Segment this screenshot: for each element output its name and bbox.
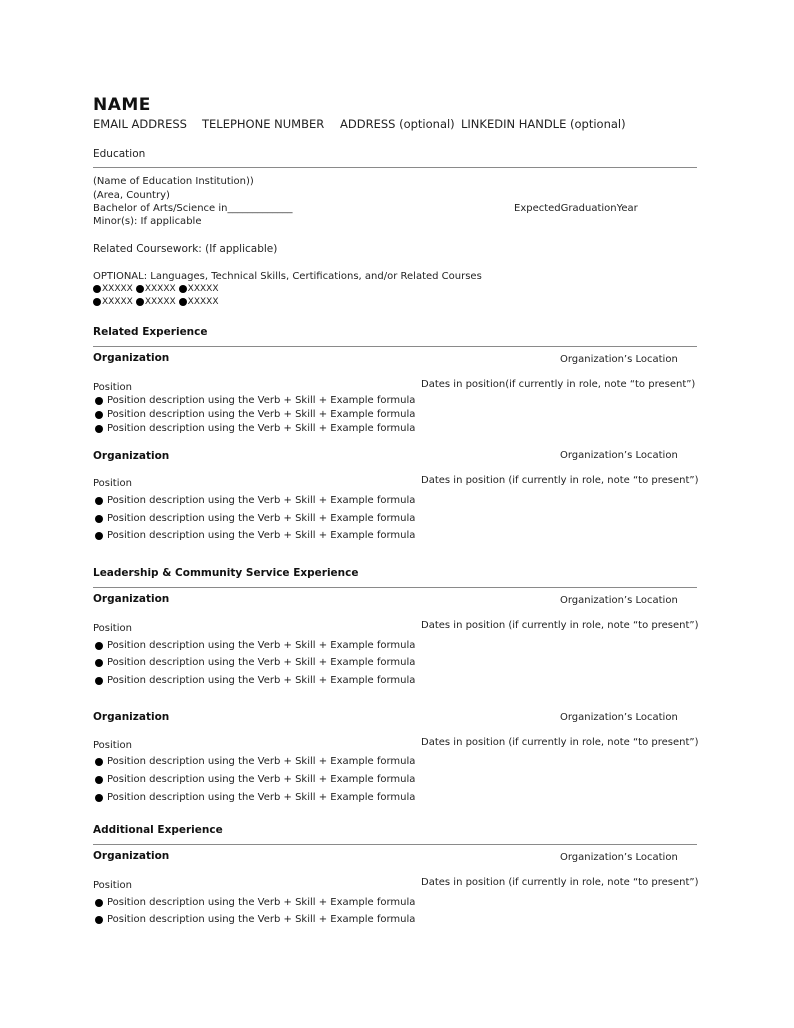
position: Position (93, 623, 132, 634)
organization: Organization (93, 593, 170, 605)
graduation-year: ExpectedGraduationYear (514, 203, 638, 214)
related-divider (93, 346, 697, 347)
list-item: Position description using the Verb + Skill + Example formula (95, 914, 415, 925)
optional-skills-label: OPTIONAL: Languages, Technical Skills, Certifications, and/or Related Courses (93, 271, 482, 282)
skill-item: XXXXX (93, 297, 133, 307)
position-dates: Dates in position (if currently in role, note “to present”) (421, 475, 699, 486)
position-dates: Dates in position(if currently in role, note “to present”) (421, 379, 696, 390)
position-dates: Dates in position (if currently in role, note “to present”) (421, 877, 699, 888)
list-item: Position description using the Verb + Skill + Example formula (95, 409, 415, 420)
bullet-icon (95, 659, 103, 667)
list-item: Position description using the Verb + Skill + Example formula (95, 513, 415, 524)
skill-item: XXXXX (179, 284, 219, 294)
bullet-icon (95, 677, 103, 685)
skills-row (93, 284, 221, 294)
email-address: EMAIL ADDRESS (93, 117, 187, 131)
bullet-icon (95, 497, 103, 505)
skill-item: XXXXX (93, 284, 133, 294)
education-heading: Education (93, 148, 146, 160)
bullet-icon (93, 285, 101, 293)
bullet-icon (95, 397, 103, 405)
position: Position (93, 740, 132, 751)
bullet-icon (95, 425, 103, 433)
bullet-icon (179, 285, 187, 293)
degree: Bachelor of Arts/Science in_____________ (93, 203, 293, 214)
institution-name: (Name of Education Institution)) (93, 176, 254, 187)
bullet-icon (95, 916, 103, 924)
list-item: Position description using the Verb + Skill + Example formula (95, 657, 415, 668)
list-item: Position description using the Verb + Skill + Example formula (95, 640, 415, 651)
bullet-icon (95, 532, 103, 540)
leadership-heading: Leadership & Community Service Experience (93, 567, 359, 579)
organization: Organization (93, 450, 170, 462)
list-item: Position description using the Verb + Skill + Example formula (95, 756, 415, 767)
resume-name: NAME (93, 95, 151, 115)
telephone-number: TELEPHONE NUMBER (202, 117, 325, 131)
list-item: Position description using the Verb + Skill + Example formula (95, 774, 415, 785)
skill-item: XXXXX (179, 297, 219, 307)
list-item: Position description using the Verb + Skill + Example formula (95, 530, 415, 541)
organization-location: Organization’s Location (560, 595, 678, 606)
organization: Organization (93, 711, 170, 723)
address: ADDRESS (optional) (340, 117, 455, 131)
related-coursework: Related Coursework: (If applicable) (93, 243, 278, 255)
additional-experience-heading: Additional Experience (93, 824, 223, 836)
bullet-icon (95, 758, 103, 766)
position: Position (93, 382, 132, 393)
institution-area: (Area, Country) (93, 190, 170, 201)
bullet-icon (93, 298, 101, 306)
bullet-icon (95, 776, 103, 784)
minor: Minor(s): If applicable (93, 216, 202, 227)
position: Position (93, 478, 132, 489)
bullet-icon (95, 642, 103, 650)
education-divider (93, 167, 697, 168)
bullet-icon (95, 515, 103, 523)
list-item: Position description using the Verb + Skill + Example formula (95, 675, 415, 686)
bullet-icon (95, 794, 103, 802)
position-dates: Dates in position (if currently in role, note “to present”) (421, 737, 699, 748)
list-item: Position description using the Verb + Skill + Example formula (95, 395, 415, 406)
list-item: Position description using the Verb + Skill + Example formula (95, 792, 415, 803)
organization-location: Organization’s Location (560, 712, 678, 723)
additional-divider (93, 844, 697, 845)
list-item: Position description using the Verb + Skill + Example formula (95, 423, 415, 434)
bullet-icon (95, 411, 103, 419)
bullet-icon (179, 298, 187, 306)
bullet-icon (95, 899, 103, 907)
skill-item: XXXXX (136, 297, 176, 307)
bullet-icon (136, 298, 144, 306)
bullet-icon (136, 285, 144, 293)
organization: Organization (93, 352, 170, 364)
organization-location: Organization’s Location (560, 354, 678, 365)
position-dates: Dates in position (if currently in role, note “to present”) (421, 620, 699, 631)
skill-item: XXXXX (136, 284, 176, 294)
organization-location: Organization’s Location (560, 852, 678, 863)
position: Position (93, 880, 132, 891)
organization: Organization (93, 850, 170, 862)
related-experience-heading: Related Experience (93, 326, 208, 338)
leadership-divider (93, 587, 697, 588)
skills-row (93, 297, 221, 307)
organization-location: Organization’s Location (560, 450, 678, 461)
linkedin-handle: LINKEDIN HANDLE (optional) (461, 117, 626, 131)
list-item: Position description using the Verb + Skill + Example formula (95, 897, 415, 908)
list-item: Position description using the Verb + Skill + Example formula (95, 495, 415, 506)
